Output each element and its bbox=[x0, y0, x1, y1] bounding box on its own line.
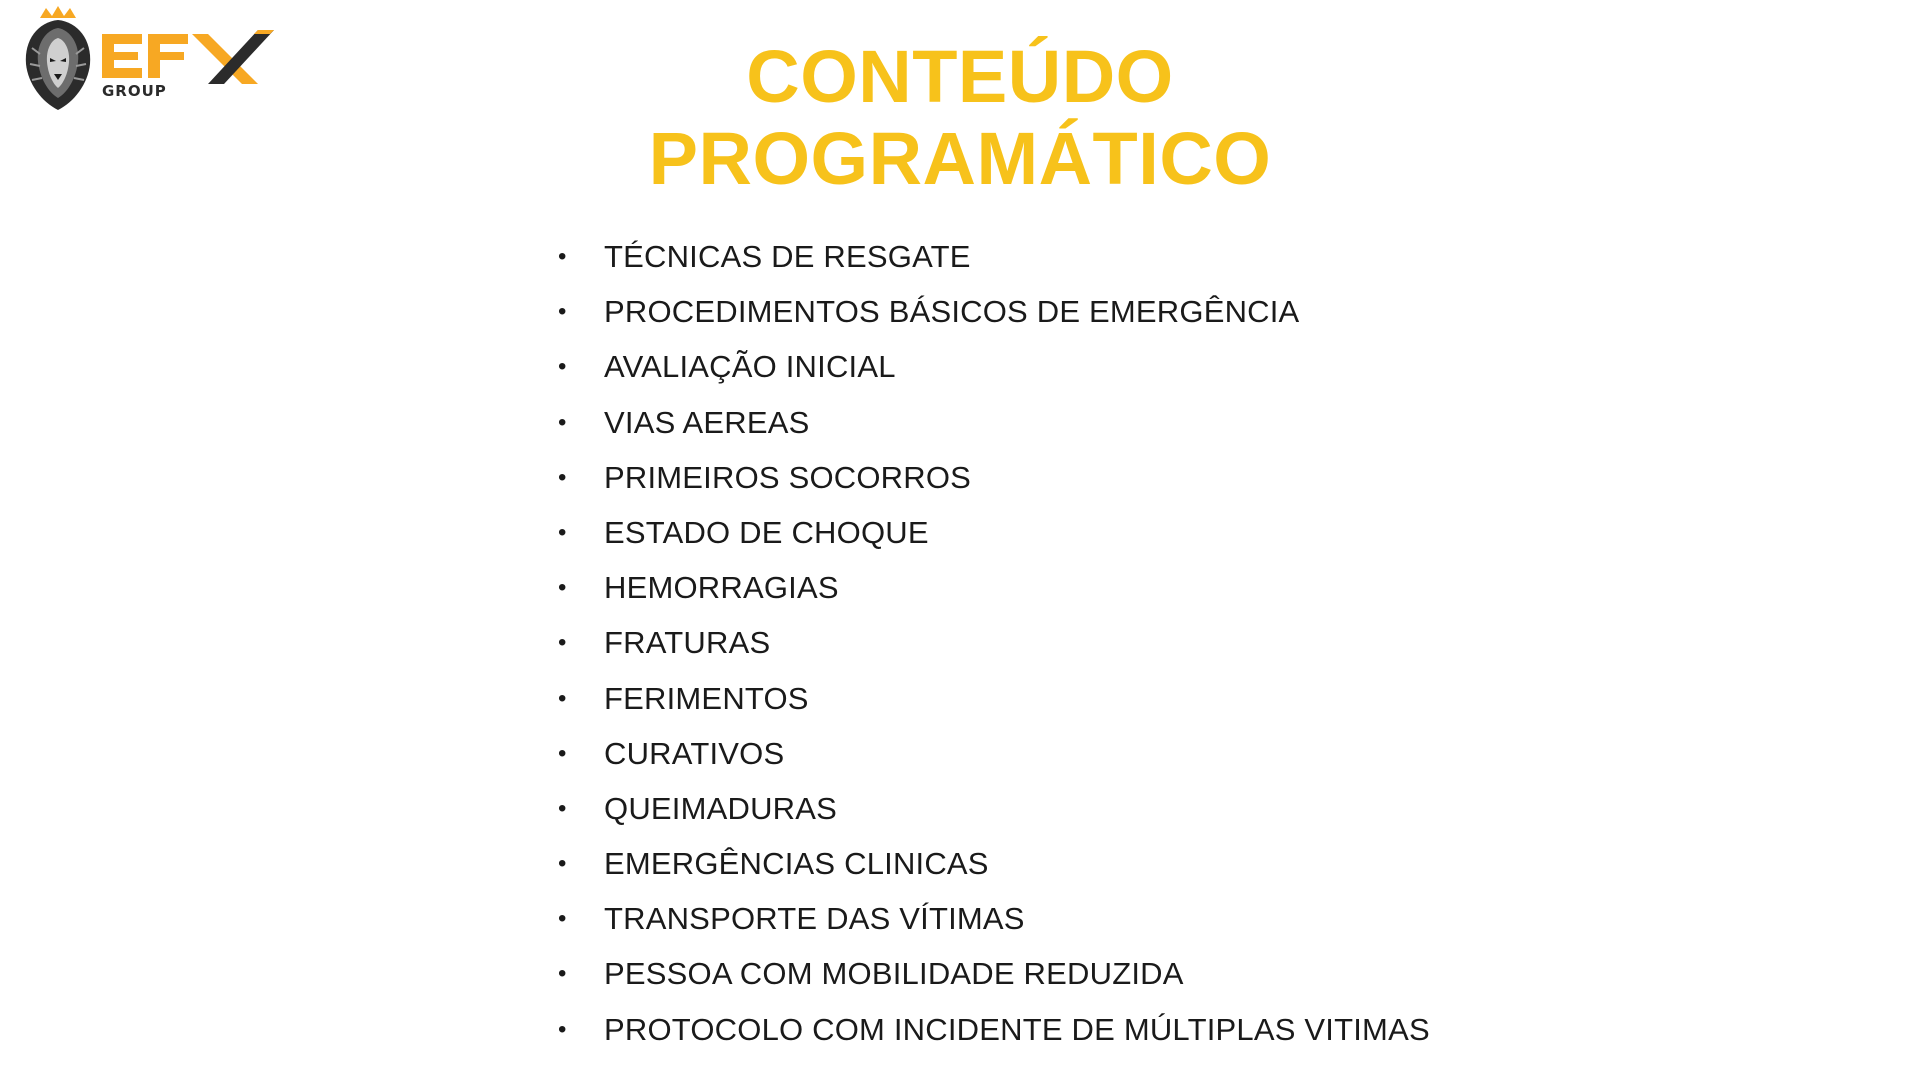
bullet: • bbox=[558, 739, 567, 767]
bullet: • bbox=[558, 794, 567, 822]
bullet: • bbox=[558, 629, 567, 657]
list-item bbox=[540, 671, 1430, 726]
list-item bbox=[540, 836, 1430, 891]
list-item bbox=[540, 615, 1430, 670]
list-item-label: EMERGÊNCIAS CLINICAS bbox=[604, 846, 989, 882]
title-line-1: CONTEÚDO bbox=[746, 35, 1174, 118]
list-item bbox=[540, 1002, 1430, 1057]
bullet: • bbox=[558, 960, 567, 988]
list-item-label: PROCEDIMENTOS BÁSICOS DE EMERGÊNCIA bbox=[604, 294, 1300, 330]
list-item-label: PRIMEIROS SOCORROS bbox=[604, 459, 972, 495]
list-item bbox=[540, 560, 1430, 615]
bullet: • bbox=[558, 905, 567, 933]
list-item bbox=[540, 395, 1430, 450]
bullet: • bbox=[558, 463, 567, 491]
list-item-label: HEMORRAGIAS bbox=[604, 570, 839, 606]
list-item bbox=[540, 450, 1430, 505]
group-tagline: GROUP bbox=[102, 82, 167, 100]
bullet: • bbox=[558, 574, 567, 602]
bullet: • bbox=[558, 1015, 567, 1043]
bullet: • bbox=[558, 408, 567, 436]
list-item-label: QUEIMADURAS bbox=[604, 790, 838, 826]
bullet: • bbox=[558, 243, 567, 270]
list-item bbox=[540, 891, 1430, 946]
list-item-label: FRATURAS bbox=[604, 625, 771, 661]
list-item bbox=[540, 229, 1430, 284]
list-item-label: PESSOA COM MOBILIDADE REDUZIDA bbox=[604, 956, 1184, 992]
list-item-label: ESTADO DE CHOQUE bbox=[604, 514, 929, 550]
bullet: • bbox=[558, 850, 567, 878]
list-item-label: AVALIAÇÃO INICIAL bbox=[604, 349, 896, 385]
topic-list bbox=[540, 229, 1430, 1057]
bullet: • bbox=[558, 518, 567, 546]
bullet: • bbox=[558, 298, 567, 326]
list-item-label: CURATIVOS bbox=[604, 735, 785, 771]
title-line-2: PROGRAMÁTICO bbox=[648, 117, 1272, 200]
list-item bbox=[540, 505, 1430, 560]
bullet: • bbox=[558, 684, 567, 712]
list-item-label: TÉCNICAS DE RESGATE bbox=[604, 239, 971, 274]
list-item bbox=[540, 726, 1430, 781]
page-title bbox=[0, 36, 1920, 200]
list-item-label: VIAS AEREAS bbox=[604, 404, 810, 440]
list-item-label: TRANSPORTE DAS VÍTIMAS bbox=[604, 901, 1025, 937]
bullet: • bbox=[558, 353, 567, 381]
list-item bbox=[540, 339, 1430, 394]
list-item-label: FERIMENTOS bbox=[604, 680, 809, 716]
list-item-label: PROTOCOLO COM INCIDENTE DE MÚLTIPLAS VITIMAS bbox=[604, 1011, 1430, 1047]
list-item bbox=[540, 781, 1430, 836]
list-item bbox=[540, 946, 1430, 1001]
list-item bbox=[540, 284, 1430, 339]
